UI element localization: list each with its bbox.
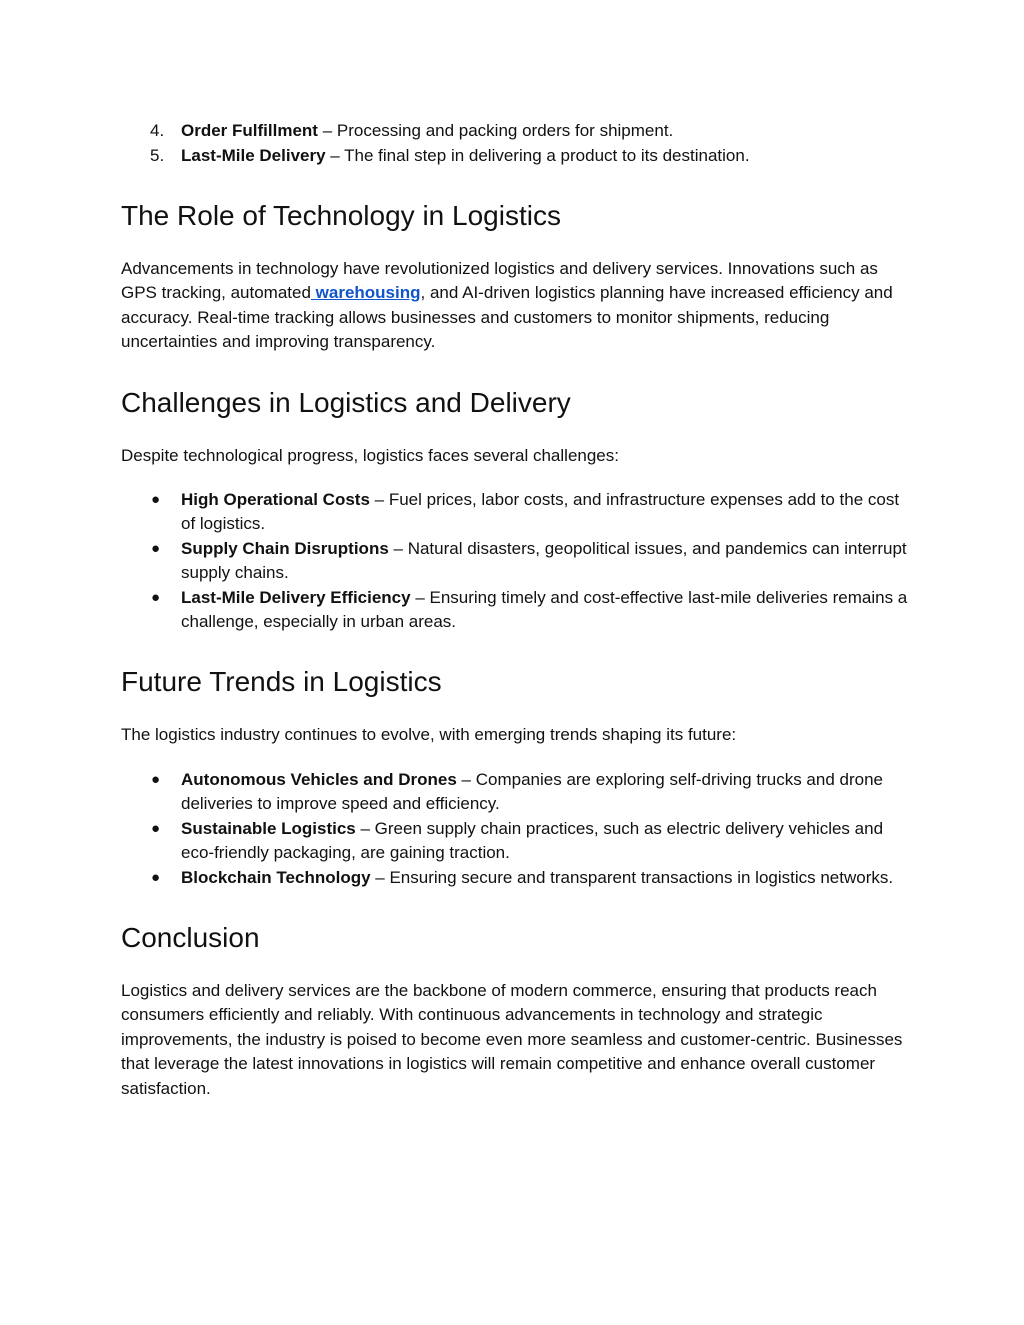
bullet-icon: ● (151, 770, 161, 788)
list-item (121, 537, 911, 586)
technology-paragraph (121, 257, 911, 355)
list-item-title: Blockchain Technology (181, 867, 371, 887)
list-item (121, 144, 911, 169)
list-item (121, 119, 911, 144)
challenges-intro: Despite technological progress, logistics faces several challenges: (121, 445, 619, 465)
list-item-text: – Fuel prices, labor costs, and infrastructure expenses add to the cost of logistics. (181, 490, 900, 534)
bullet-icon: ● (151, 588, 161, 606)
trends-list (121, 768, 911, 890)
warehousing-link[interactable]: warehousing (310, 283, 421, 303)
list-item-title: Order Fulfillment (181, 121, 318, 140)
list-item-text: – Natural disasters, geopolitical issues, and pandemics can interrupt supply chains. (181, 538, 907, 583)
heading-trends: Future Trends in Logistics (121, 666, 442, 698)
list-item-title: Supply Chain Disruptions (181, 538, 389, 558)
conclusion-paragraph: Logistics and delivery services are the backbone of modern commerce, ensuring that products reach consumers efficiently and reliably. With continuous advancements in technology and strategic improvements, the industry is poised to become even more seamless and customer-centric. Businesses that leverage the latest innovations in logistics will remain competitive and enhance overall customer satisfaction. (121, 980, 903, 1098)
heading-challenges: Challenges in Logistics and Delivery (121, 386, 571, 418)
list-item (121, 586, 911, 635)
paragraph-text: Advancements in technology have revolutionized logistics and delivery services. Innovations such as GPS tracking, automated (121, 259, 878, 303)
bullet-icon: ● (151, 819, 161, 837)
list-item (121, 768, 911, 817)
challenges-list (121, 488, 911, 634)
list-item-title: High Operational Costs (181, 490, 370, 510)
list-item-text: – Ensuring secure and transparent transactions in logistics networks. (370, 867, 894, 887)
bullet-icon: ● (151, 539, 161, 557)
list-item-text: – Processing and packing orders for shipment. (317, 121, 674, 140)
bullet-icon: ● (151, 491, 161, 509)
list-item-text: – The final step in delivering a product to its destination. (325, 145, 750, 165)
process-steps-list (121, 119, 911, 168)
list-item-title: Sustainable Logistics (181, 818, 356, 838)
list-item-title: Autonomous Vehicles and Drones (181, 769, 457, 789)
trends-intro: The logistics industry continues to evolve, with emerging trends shaping its future: (121, 725, 737, 745)
document-page (121, 119, 911, 1101)
paragraph-text: , and AI-driven logistics planning have increased efficiency and accuracy. Real-time tracking allows businesses and customers to monitor shipments, reducing uncertainties and improving transparency. (121, 283, 893, 352)
list-item (121, 488, 911, 537)
heading-technology: The Role of Technology in Logistics (121, 200, 561, 231)
list-item-title: Last-Mile Delivery Efficiency (181, 587, 411, 607)
list-item (121, 817, 911, 866)
list-item-text: – Green supply chain practices, such as electric delivery vehicles and eco-friendly packaging, are gaining traction. (181, 818, 884, 863)
list-item (121, 866, 911, 890)
list-number: 5. (150, 145, 165, 165)
list-item-text: – Companies are exploring self-driving trucks and drone deliveries to improve speed and efficiency. (181, 769, 883, 814)
list-item-title: Last-Mile Delivery (181, 145, 326, 165)
list-number: 4. (150, 121, 165, 140)
heading-conclusion: Conclusion (121, 921, 260, 953)
bullet-icon: ● (151, 868, 161, 886)
list-item-text: – Ensuring timely and cost-effective last-mile deliveries remains a challenge, especially in urban areas. (181, 587, 908, 632)
